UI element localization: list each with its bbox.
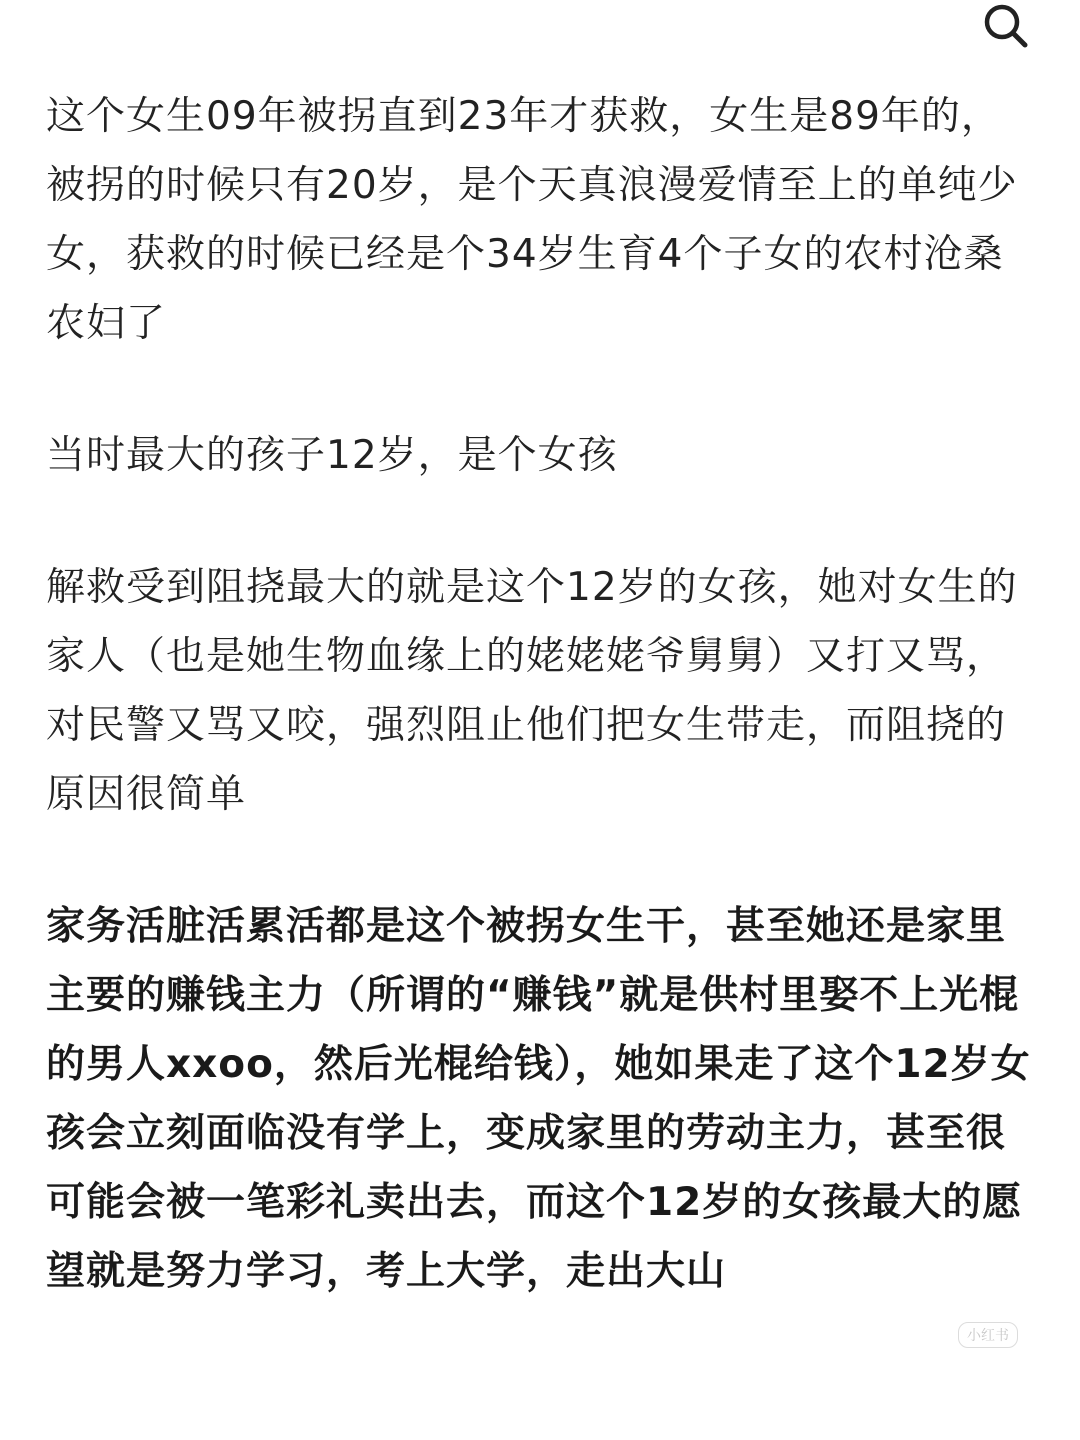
paragraph-2: 当时最大的孩子12岁，是个女孩 xyxy=(46,433,618,478)
paragraph-3: 解救受到阻挠最大的就是这个12岁的女孩，她对女生的家人（也是她生物血缘上的姥姥姥爷舅舅）又打又骂，对民警又骂又咬，强烈阻止他们把女生带走，而阻挠的原因很简单 xyxy=(46,565,1018,817)
search-icon xyxy=(978,0,1034,54)
paragraph-1: 这个女生09年被拐直到23年才获救，女生是89年的，被拐的时候只有20岁，是个天真浪漫爱情至上的单纯少女，获救的时候已经是个34岁生育4个子女的农村沧桑农妇了 xyxy=(46,94,1018,346)
watermark-logo: 小红书 xyxy=(958,1322,1018,1348)
post-content xyxy=(46,82,1036,1306)
paragraph-4: 家务活脏活累活都是这个被拐女生干，甚至她还是家里主要的赚钱主力（所谓的“赚钱”就是供村里娶不上光棍的男人xxoo，然后光棍给钱），她如果走了这个12岁女孩会立刻面临没有学上，变成家里的劳动主力，甚至很可能会被一笔彩礼卖出去，而这个12岁的女孩最大的愿望就是努力学习，考上大学，走出大山 xyxy=(46,904,1031,1294)
top-bar xyxy=(0,0,1080,60)
search-button[interactable] xyxy=(976,0,1036,52)
